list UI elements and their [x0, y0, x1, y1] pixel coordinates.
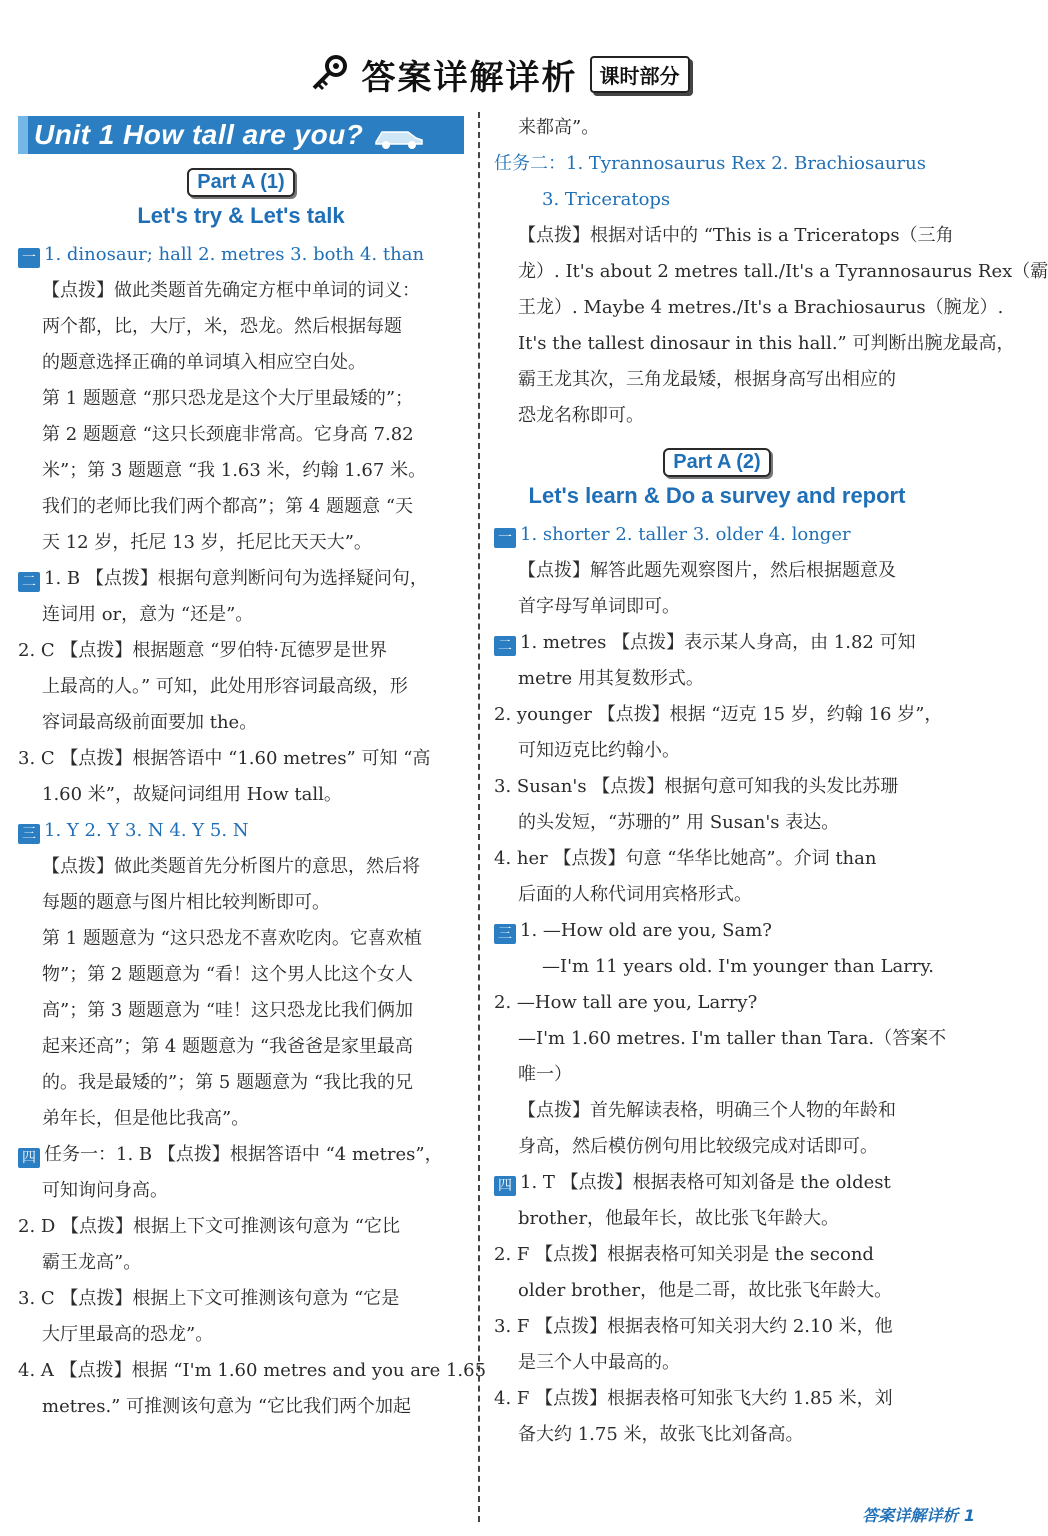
answer-line: 2. C 【点拨】根据题意 “罗伯特·瓦德罗是世界	[18, 640, 388, 661]
answer-line: 两个都，比，大厅，米，恐龙。然后根据每题	[42, 316, 402, 337]
answer-line: older brother，他是二哥，故比张飞年龄大。	[518, 1280, 893, 1301]
answer-line: 四 1. T 【点拨】根据表格可知刘备是 the oldest	[494, 1165, 940, 1201]
part-a2-label-box	[494, 448, 940, 477]
answer-line: 第 1 题题意为 “这只恐龙不喜欢吃肉。它喜欢植	[42, 928, 422, 949]
answer-line: 霸王龙其次，三角龙最矮，根据身高写出相应的	[518, 369, 896, 390]
q3-icon: 三	[494, 924, 516, 944]
answer-line: 4. F 【点拨】根据表格可知张飞大约 1.85 米，刘	[494, 1388, 893, 1409]
part-a2-subtitle: Let's learn & Do a survey and report	[528, 483, 906, 508]
key-icon	[306, 52, 350, 96]
answer-line: 【点拨】首先解读表格，明确三个人物的年龄和	[518, 1100, 896, 1121]
q3-icon: 三	[18, 824, 40, 844]
answer-line: 大厅里最高的恐龙”。	[42, 1324, 214, 1345]
answer-line: 天 12 岁，托尼 13 岁，托尼比天天大”。	[42, 532, 372, 553]
answer-line: 1.60 米”，故疑问词组用 How tall。	[42, 784, 342, 805]
answer-line: 龙）. It's about 2 metres tall./It's a Tyrannosaurus Rex（霸	[518, 261, 1048, 282]
answer-line: 二 1. metres 【点拨】表示某人身高，由 1.82 可知	[494, 625, 940, 661]
answer-line: 3. Triceratops	[542, 189, 671, 210]
q1-icon: 一	[494, 528, 516, 548]
q4-icon: 四	[494, 1176, 516, 1196]
answer-line: 王龙）. Maybe 4 metres./It's a Brachiosaurus（腕龙）.	[518, 297, 1004, 318]
answer-line: 2. younger 【点拨】根据 “迈克 15 岁，约翰 16 岁”，	[494, 704, 943, 725]
part-a1-subtitle: Let's try & Let's talk	[137, 203, 345, 228]
page-title: 答案详解详析	[361, 57, 578, 98]
answer-line: 三 1. Y 2. Y 3. N 4. Y 5. N	[18, 813, 464, 849]
answer-line: brother，他最年长，故比张飞年龄大。	[518, 1208, 840, 1229]
answer-line: 连词用 or，意为 “还是”。	[42, 604, 254, 625]
answer-line: 物”；第 2 题题意为 “看！这个男人比这个女人	[42, 964, 414, 985]
answer-line: 可知迈克比约翰小。	[518, 740, 680, 761]
answer-line: 身高，然后模仿例句用比较级完成对话即可。	[518, 1136, 878, 1157]
q2-icon: 二	[494, 636, 516, 656]
answer-line: 一 1. dinosaur; hall 2. metres 3. both 4. than	[18, 237, 464, 273]
banner-stripe	[18, 116, 28, 154]
unit-title: Unit 1 How tall are you?	[34, 119, 364, 150]
unit-banner	[18, 116, 464, 154]
answer-line: 的题意选择正确的单词填入相应空白处。	[42, 352, 366, 373]
answer-line: 四 任务一：1. B 【点拨】根据答语中 “4 metres”，	[18, 1137, 464, 1173]
answer-line: 【点拨】根据对话中的 “This is a Triceratops（三角	[518, 225, 954, 246]
page-header	[0, 44, 995, 104]
answer-line: 可知询问身高。	[42, 1180, 168, 1201]
answer-line: It's the tallest dinosaur in this hall.” 可判断出腕龙最高，	[518, 333, 1015, 354]
answer-line: 首字母写单词即可。	[518, 596, 680, 617]
answer-line: 霸王龙高”。	[42, 1252, 142, 1273]
answer-line: 2. —How tall are you, Larry?	[494, 992, 758, 1013]
answer-line: 任务二：1. Tyrannosaurus Rex 2. Brachiosaurus	[494, 153, 926, 174]
part-a1-label-box	[18, 168, 464, 197]
answer-line: 来都高”。	[518, 117, 600, 138]
answer-line: 米”；第 3 题题意 “我 1.63 米，约翰 1.67 米。	[42, 460, 427, 481]
answer-line: 2. F 【点拨】根据表格可知关羽是 the second	[494, 1244, 874, 1265]
answer-line: 备大约 1.75 米，故张飞比刘备高。	[518, 1424, 804, 1445]
answer-line: 的头发短，“苏珊的” 用 Susan's 表达。	[518, 812, 840, 833]
answer-line: 一 1. shorter 2. taller 3. older 4. longer	[494, 517, 940, 553]
answer-line: 是三个人中最高的。	[518, 1352, 680, 1373]
answer-line: 唯一）	[518, 1064, 572, 1085]
answer-line: 第 1 题题意 “那只恐龙是这个大厅里最矮的”；	[42, 388, 414, 409]
column-divider	[478, 112, 480, 1522]
answer-line: —I'm 11 years old. I'm younger than Larry.	[542, 956, 934, 977]
q2-icon: 二	[18, 572, 40, 592]
q1-icon: 一	[18, 248, 40, 268]
page-subtitle: 课时部分	[590, 56, 690, 93]
answer-line: 弟年长，但是他比我高”。	[42, 1108, 250, 1129]
answer-line: 3. C 【点拨】根据答语中 “1.60 metres” 可知 “高	[18, 748, 431, 769]
answer-line: 起来还高”；第 4 题题意为 “我爸爸是家里最高	[42, 1036, 414, 1057]
answer-line: 恐龙名称即可。	[518, 405, 644, 426]
answer-line: 二 1. B 【点拨】根据句意判断问句为选择疑问句，	[18, 561, 464, 597]
answer-line: 后面的人称代词用宾格形式。	[518, 884, 752, 905]
answer-line: 3. Susan's 【点拨】根据句意可知我的头发比苏珊	[494, 776, 899, 797]
part-a1-label: Part A (1)	[187, 168, 294, 197]
answer-line: —I'm 1.60 metres. I'm taller than Tara.（答案不	[518, 1028, 947, 1049]
left-column	[18, 110, 487, 1425]
answer-line: 的。我是最矮的”；第 5 题题意为 “我比我的兄	[42, 1072, 414, 1093]
part-a2-label: Part A (2)	[663, 448, 770, 477]
right-column	[494, 110, 1048, 1453]
answer-line: 上最高的人。” 可知，此处用形容词最高级，形	[42, 676, 408, 697]
answer-line: 【点拨】做此类题首先分析图片的意思，然后将	[42, 856, 420, 877]
answer-line: 【点拨】做此类题首先确定方框中单词的词义：	[42, 280, 420, 301]
answer-line: 每题的题意与图片相比较判断即可。	[42, 892, 330, 913]
answer-line: 3. C 【点拨】根据上下文可推测该句意为 “它是	[18, 1288, 400, 1309]
answer-line: 2. D 【点拨】根据上下文可推测该句意为 “它比	[18, 1216, 400, 1237]
answer-line: 高”；第 3 题题意为 “哇！这只恐龙比我们俩加	[42, 1000, 414, 1021]
answer-line: 4. her 【点拨】句意 “华华比她高”。介词 than	[494, 848, 877, 869]
answer-line: metres.” 可推测该句意为 “它比我们两个加起	[42, 1396, 412, 1417]
car-icon	[372, 124, 424, 150]
answer-line: 三 1. —How old are you, Sam?	[494, 913, 940, 949]
answer-line: 4. A 【点拨】根据 “I'm 1.60 metres and you are 1.65	[18, 1360, 487, 1381]
answer-line: 我们的老师比我们两个都高”；第 4 题题意 “天	[42, 496, 414, 517]
answer-line: 【点拨】解答此题先观察图片，然后根据题意及	[518, 560, 896, 581]
q4-icon: 四	[18, 1148, 40, 1168]
answer-line: 3. F 【点拨】根据表格可知关羽大约 2.10 米，他	[494, 1316, 893, 1337]
answer-line: 容词最高级前面要加 the。	[42, 712, 258, 733]
answer-line: 第 2 题题意 “这只长颈鹿非常高。它身高 7.82	[42, 424, 414, 445]
answer-line: metre 用其复数形式。	[518, 668, 704, 689]
page-footer: 答案详解详析 1	[862, 1506, 975, 1525]
